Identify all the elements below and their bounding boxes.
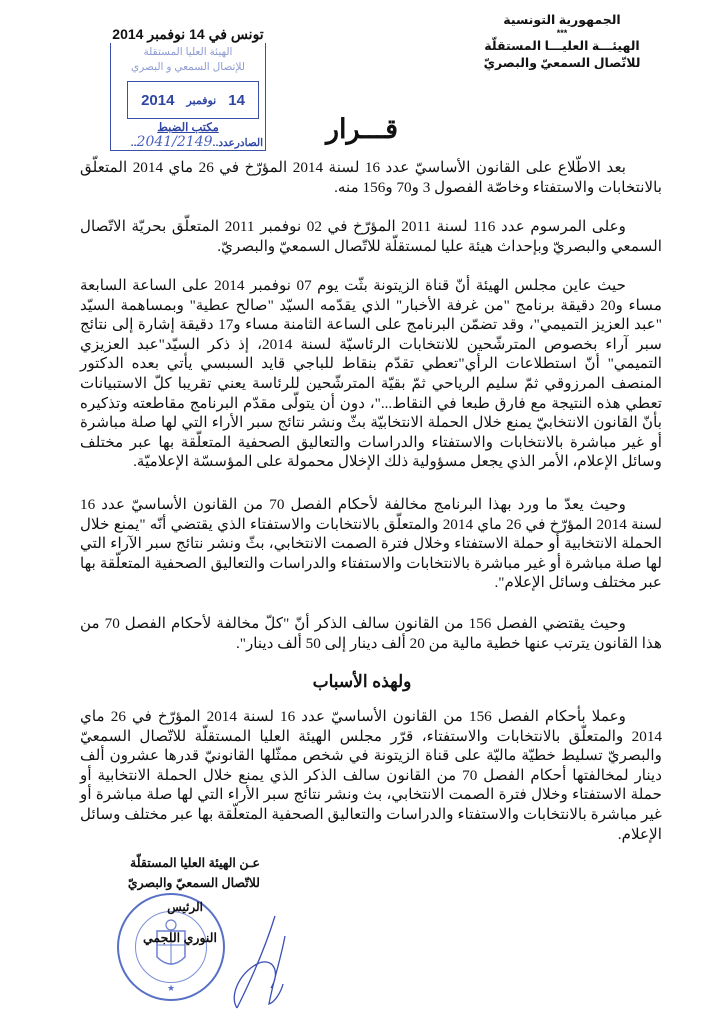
stamp-authority-line1: الهيئة العليا المستقلة bbox=[143, 46, 233, 58]
authority-name-line2: للاتّصال السمعيّ والبصريّ bbox=[483, 56, 641, 70]
signature-org-line1: عـن الهيئة العليا المستقلّة bbox=[130, 856, 260, 870]
issued-label: الصادرعدد bbox=[218, 137, 263, 149]
seal-star-icon: ★ bbox=[167, 984, 176, 994]
signature-organization bbox=[100, 853, 260, 893]
letterhead bbox=[462, 12, 662, 72]
signatory-role: الرئيس bbox=[167, 900, 203, 914]
stamp-month: نوفمبر bbox=[186, 94, 217, 107]
reasons-heading: ولهذه الأسباب bbox=[312, 672, 412, 691]
stamp-day: 14 bbox=[228, 91, 245, 109]
stamp-year: 2014 bbox=[141, 91, 175, 109]
stamp-issued-number: الصادرعدد..2041/2149.. bbox=[130, 134, 263, 150]
paragraph-whereas-decree: وعلى المرسوم عدد 116 لسنة 2011 المؤرّخ في 02 نوفمبر 2011 المتعلّق بحريّة الاتّصال السمعي والبصريّ وبإحداث هيئة عليا لمستقلّة للاتّصال السمعيّ والبصريّ. bbox=[80, 218, 662, 255]
issued-number-handwritten: 2041/2149 bbox=[136, 134, 213, 150]
country-name: الجمهورية التونسية bbox=[503, 13, 621, 27]
paragraph-whereas-law: بعد الاطّلاع على القانون الأساسيّ عدد 16 لسنة 2014 المؤرّخ في 26 ماي 2014 المتعلّق بالانتخابات والاستفتاء وخاصّة الفصول 3 و70 و156 منه. bbox=[80, 159, 662, 196]
stamp-authority-line2: للإتصال السمعي و البصري bbox=[131, 61, 245, 73]
paragraph-facts: حيث عاين مجلس الهيئة أنّ قناة الزيتونة بثّت يوم 07 نوفمبر 2014 على الساعة السابعة مساء و20 دقيقة برنامج "من غرفة الأخبار" الذي يقدّمه السيّد "صالح عطية" وبمساهمة السيّد "عبد العزيز التميمي"، وقد تضمّن البرنامج على الساعة الثامنة مساء و17 دقيقة إشارة إلى نتائج سبر آراء بخصوص المترشّحين للانتخابات الرئاسيّة لسنة 2014، إذ ذكر السيّد"عبد العزيزي التميمي" أنّ استطلاعات الرأي"تعطي تقدّم بنقاط للباجي قايد السبسي يأتي بعده الدكتور المنصف المرزوقي ثمّ سليم الرياحي ثمّ بقيّة المترشّحين للرئاسة يعني تقريبا كلّ الاستبيانات تعطي هذه النتيجة مع فارق طبعا في النقاط..."، دون أن يتولّى مقدّم البرنامج مقاطعته وتذكيره بأنّ القانون الانتخابيّ يمنع خلال الحملة الانتخابيّة بثّ ونشر نتائج سبر الأراء التي لها صلة مباشرة أو غير مباشرة بالانتخابات والاستفتاء والدراسات والتعاليق الصحفية المتعلّقة بها عبر مختلف وسائل الإعلام، الأمر الذي يجعل مسؤولية ذلك الإخلال محمولة على المؤسسّة الإعلاميّة. bbox=[80, 277, 662, 471]
signatory-name: النوري اللجمي bbox=[143, 931, 217, 945]
handwritten-signature-icon bbox=[215, 912, 295, 1012]
stamp-office: مكتب الضبط bbox=[157, 122, 219, 134]
paragraph-decision: وعملا بأحكام الفصل 156 من القانون الأساسيّ عدد 16 لسنة 2014 المؤرّخ في 26 ماي 2014 والمتعلّق بالانتخابات والاستفتاء، قرّر مجلس الهيئة العليا المستقلّة للاتّصال السمعيّ والبصريّ تسليط خطيّة ماليّة على قناة الزيتونة في شخص ممثّلها القانونيّ قدرها عشرون ألف دينار لمخالفتها أحكام الفصل 70 من القانون سالف الذكر الذي يمنع خلال الحملة الانتخابية أو حملة الاستفتاء وخلال فترة الصمت الانتخابي، بث ونشر نتائج سبر الأراء التي لها صلة مباشرة أو غير مباشرة بالانتخابات والاستفتاء والدراسات والتعاليق الصحفية المتعلّقة بها عبر مختلف وسائل الإعلام. bbox=[80, 708, 663, 843]
paragraph-violation: وحيث يعدّ ما ورد بهذا البرنامج مخالفة لأحكام الفصل 70 من القانون الأساسيّ عدد 16 لسنة 2014 المؤرّخ في 26 ماي 2014 والمتعلّق بالانتخابات والاستفتاء الذي يقتضي أنّه "يمنع خلال الحملة الانتخابية أو حملة الاستفتاء وخلال فترة الصمت الانتخابي، بثّ ونشر نتائج سبر الآراء التي لها صلة مباشرة أو غير مباشرة بالانتخابات والاستفتاء والدراسات والتعاليق الصحفية المتعلّقة بها عبر مختلف وسائل الإعلام". bbox=[80, 496, 663, 592]
paragraph-penalty-provision: وحيث يقتضي الفصل 156 من القانون سالف الذكر أنّ "كلّ مخالفة لأحكام الفصل 70 من هذا القانون يترتب عنها خطية مالية من 20 ألف دينار إلى 50 ألف دينار". bbox=[80, 615, 662, 652]
document-date: تونس في 14 نوفمبر 2014 bbox=[110, 26, 266, 43]
document-title: قـــرار bbox=[325, 114, 399, 144]
signature-org-line2: للاتّصال السمعيّ والبصريّ bbox=[127, 876, 260, 890]
authority-name-line1: الهيئـــة العليـــا المستقلّة bbox=[484, 39, 640, 53]
separator-stars: *** bbox=[556, 28, 568, 38]
